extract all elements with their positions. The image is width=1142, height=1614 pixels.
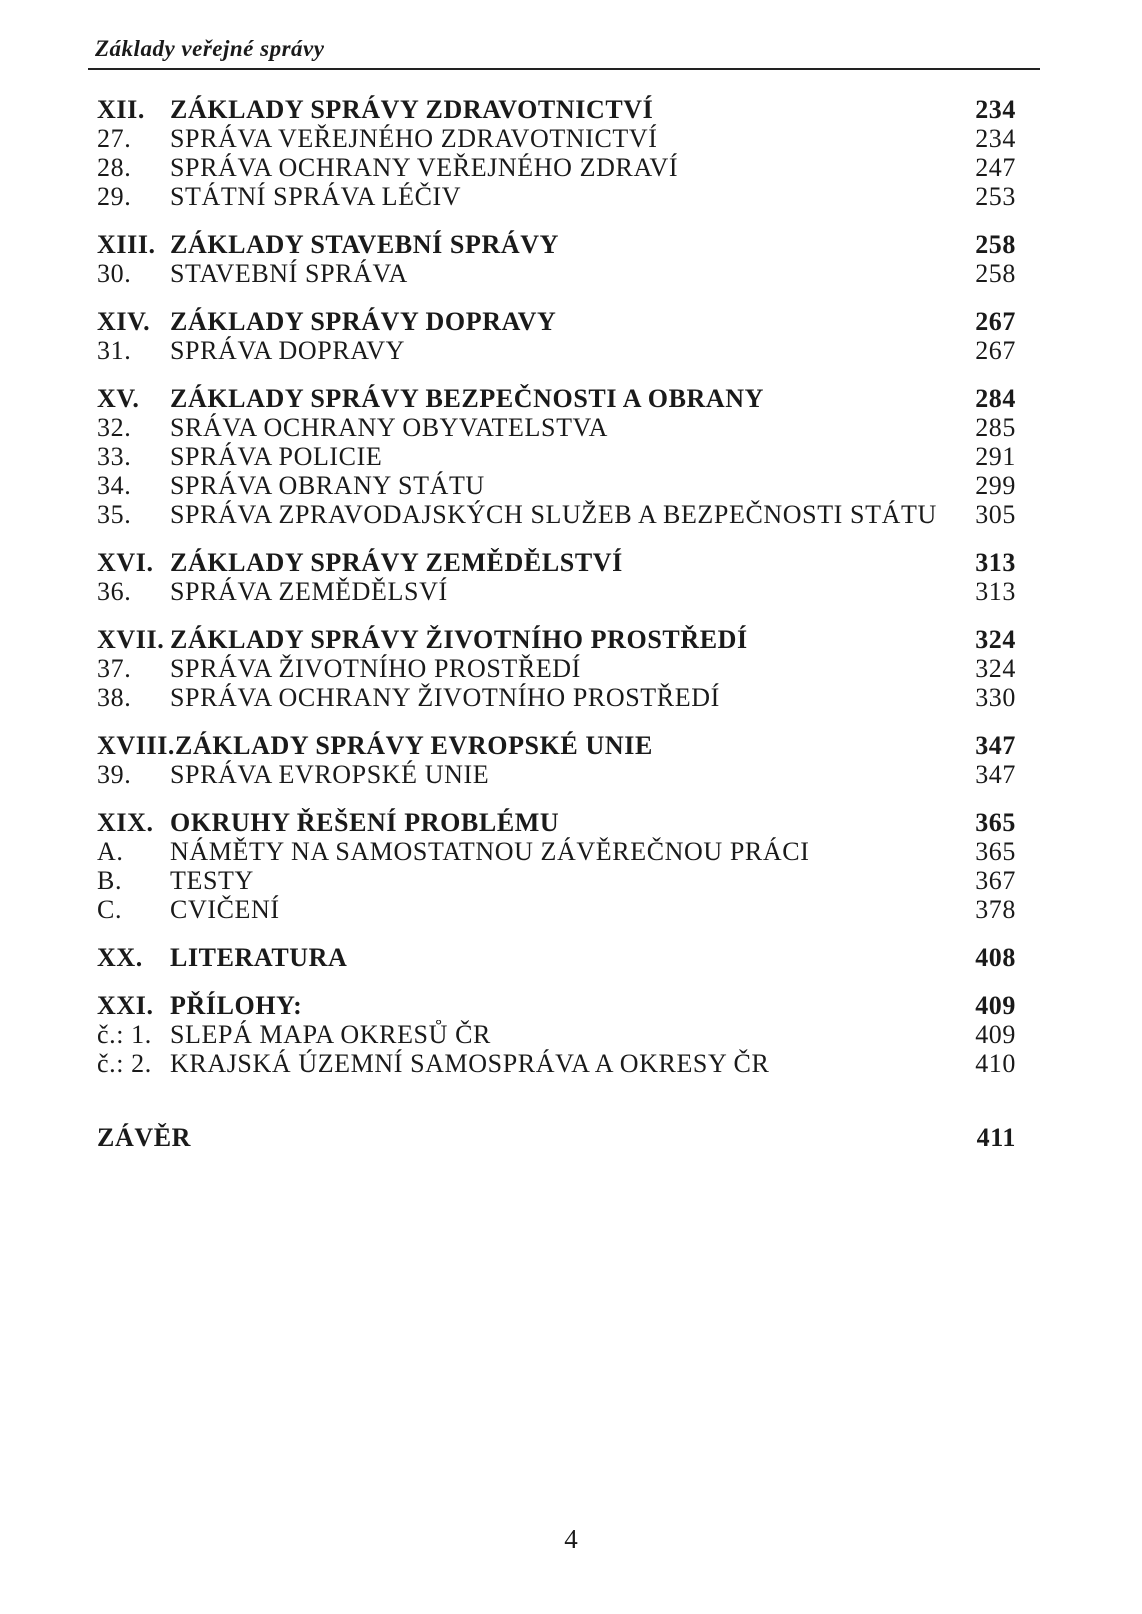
entry-page: 409 [975,991,1016,1020]
entry-number: XX. [97,943,143,972]
entry-number: 37. [97,654,132,683]
entry-page: 324 [975,625,1016,654]
entry-page: 267 [975,336,1016,365]
entry-title: SRÁVA OCHRANY OBYVATELSTVA [170,413,608,442]
entry-number: 38. [97,683,132,712]
entry-title: SPRÁVA OCHRANY ŽIVOTNÍHO PROSTŘEDÍ [170,683,720,712]
entry-page: 313 [975,577,1016,606]
entry-page: 299 [975,471,1016,500]
entry-page: 378 [975,895,1016,924]
entry-number: 29. [97,182,132,211]
entry-page: 313 [975,548,1016,577]
entry-title: SPRÁVA OBRANY STÁTU [170,471,485,500]
toc-entry [97,153,1016,182]
entry-number: XIII. [97,230,156,259]
entry-title: ZÁKLADY SPRÁVY BEZPEČNOSTI A OBRANY [170,384,765,413]
header-rule [88,68,1040,70]
entry-number: 32. [97,413,132,442]
entry-page: 411 [976,1123,1016,1152]
entry-number: A. [97,837,124,866]
entry-title: ZÁKLADY SPRÁVY ŽIVOTNÍHO PROSTŘEDÍ [170,625,748,654]
toc-section-heading [97,625,1016,654]
entry-page: 330 [975,683,1016,712]
toc-section [97,307,1016,365]
entry-number: XIV. [97,307,151,336]
entry-title: SPRÁVA EVROPSKÉ UNIE [170,760,490,789]
entry-title: TESTY [170,866,254,895]
entry-title: ZÁKLADY STAVEBNÍ SPRÁVY [170,230,559,259]
entry-title: SPRÁVA ZEMĚDĚLSVÍ [170,577,448,606]
entry-number: 30. [97,259,132,288]
toc-section-heading [97,943,1016,972]
entry-title: CVIČENÍ [170,895,280,924]
entry-page: 347 [975,760,1016,789]
toc-section [97,991,1016,1078]
toc-entry [97,259,1016,288]
entry-number: 27. [97,124,132,153]
entry-title: ZÁKLADY SPRÁVY ZDRAVOTNICTVÍ [170,95,654,124]
entry-number: 34. [97,471,132,500]
entry-number: XVI. [97,548,154,577]
entry-number: XII. [97,95,145,124]
entry-title: SPRÁVA VEŘEJNÉHO ZDRAVOTNICTVÍ [170,124,658,153]
entry-number: XIX. [97,808,154,837]
toc-section-heading [97,991,1016,1020]
entry-page: 234 [975,124,1016,153]
entry-title: KRAJSKÁ ÚZEMNÍ SAMOSPRÁVA A OKRESY ČR [170,1049,770,1078]
toc-section [97,808,1016,924]
toc-section-heading [97,307,1016,336]
toc-section [97,625,1016,712]
toc-entry [97,577,1016,606]
toc-section [97,731,1016,789]
entry-page: 253 [975,182,1016,211]
entry-page: 347 [975,731,1016,760]
toc-entry [97,654,1016,683]
toc-section-heading [97,95,1016,124]
entry-page: 365 [975,837,1016,866]
entry-title: NÁMĚTY NA SAMOSTATNOU ZÁVĚREČNOU PRÁCI [170,837,810,866]
toc-entry [97,1020,1016,1049]
entry-number: 39. [97,760,132,789]
toc-entry [97,124,1016,153]
entry-number: C. [97,895,123,924]
toc-section [97,230,1016,288]
entry-page: 408 [975,943,1016,972]
entry-page: 284 [975,384,1016,413]
entry-number: XXI. [97,991,154,1020]
toc-entry [97,895,1016,924]
entry-page: 367 [975,866,1016,895]
entry-page: 247 [975,153,1016,182]
entry-title: STAVEBNÍ SPRÁVA [170,259,408,288]
entry-number: XV. [97,384,140,413]
entry-page: 324 [975,654,1016,683]
entry-page: 410 [975,1049,1016,1078]
entry-title: ZÁKLADY SPRÁVY ZEMĚDĚLSTVÍ [170,548,623,577]
entry-page: 305 [975,500,1016,529]
running-header-title: Základy veřejné správy [95,36,325,61]
entry-number: 35. [97,500,132,529]
entry-page: 365 [975,808,1016,837]
entry-title: STÁTNÍ SPRÁVA LÉČIV [170,182,462,211]
toc-section [97,95,1016,211]
entry-title: SLEPÁ MAPA OKRESŮ ČR [170,1020,491,1049]
entry-page: 267 [975,307,1016,336]
entry-page: 409 [975,1020,1016,1049]
entry-number: XVII. [97,625,165,654]
entry-title: PŘÍLOHY: [170,991,303,1020]
entry-number: B. [97,866,123,895]
entry-page: 285 [975,413,1016,442]
toc-entry [97,182,1016,211]
entry-title: ZÁVĚR [97,1123,192,1152]
toc-entry-conclusion [97,1123,1016,1152]
toc-section [97,548,1016,606]
entry-page: 258 [975,259,1016,288]
toc-section [97,384,1016,529]
entry-title: SPRÁVA DOPRAVY [170,336,406,365]
table-of-contents [97,95,1016,1152]
toc-entry [97,866,1016,895]
entry-number: XVIII. [97,731,176,760]
page-header [88,0,1040,70]
entry-page: 234 [975,95,1016,124]
toc-section [97,943,1016,972]
toc-entry [97,683,1016,712]
toc-entry [97,760,1016,789]
toc-section-heading [97,808,1016,837]
toc-section-heading [97,384,1016,413]
entry-number: 36. [97,577,132,606]
entry-title: ZÁKLADY SPRÁVY EVROPSKÉ UNIE [175,731,653,760]
toc-entry [97,500,1016,529]
entry-number: č.: 2. [97,1049,152,1078]
toc-entry [97,471,1016,500]
entry-title: SPRÁVA POLICIE [170,442,383,471]
entry-number: č.: 1. [97,1020,152,1049]
toc-entry [97,442,1016,471]
toc-section-heading [97,230,1016,259]
toc-entry [97,413,1016,442]
entry-number: 33. [97,442,132,471]
entry-title: SPRÁVA ZPRAVODAJSKÝCH SLUŽEB A BEZPEČNOSTI STÁTU [170,500,937,529]
entry-title: LITERATURA [170,943,348,972]
entry-title: ZÁKLADY SPRÁVY DOPRAVY [170,307,557,336]
entry-number: 31. [97,336,132,365]
entry-title: OKRUHY ŘEŠENÍ PROBLÉMU [170,808,560,837]
entry-title: SPRÁVA ŽIVOTNÍHO PROSTŘEDÍ [170,654,581,683]
entry-number: 28. [97,153,132,182]
toc-section-heading [97,731,1016,760]
page-number: 4 [564,1524,578,1554]
entry-page: 258 [975,230,1016,259]
toc-entry [97,1049,1016,1078]
toc-entry [97,837,1016,866]
toc-entry [97,336,1016,365]
entry-page: 291 [975,442,1016,471]
toc-section-heading [97,548,1016,577]
entry-title: SPRÁVA OCHRANY VEŘEJNÉHO ZDRAVÍ [170,153,679,182]
